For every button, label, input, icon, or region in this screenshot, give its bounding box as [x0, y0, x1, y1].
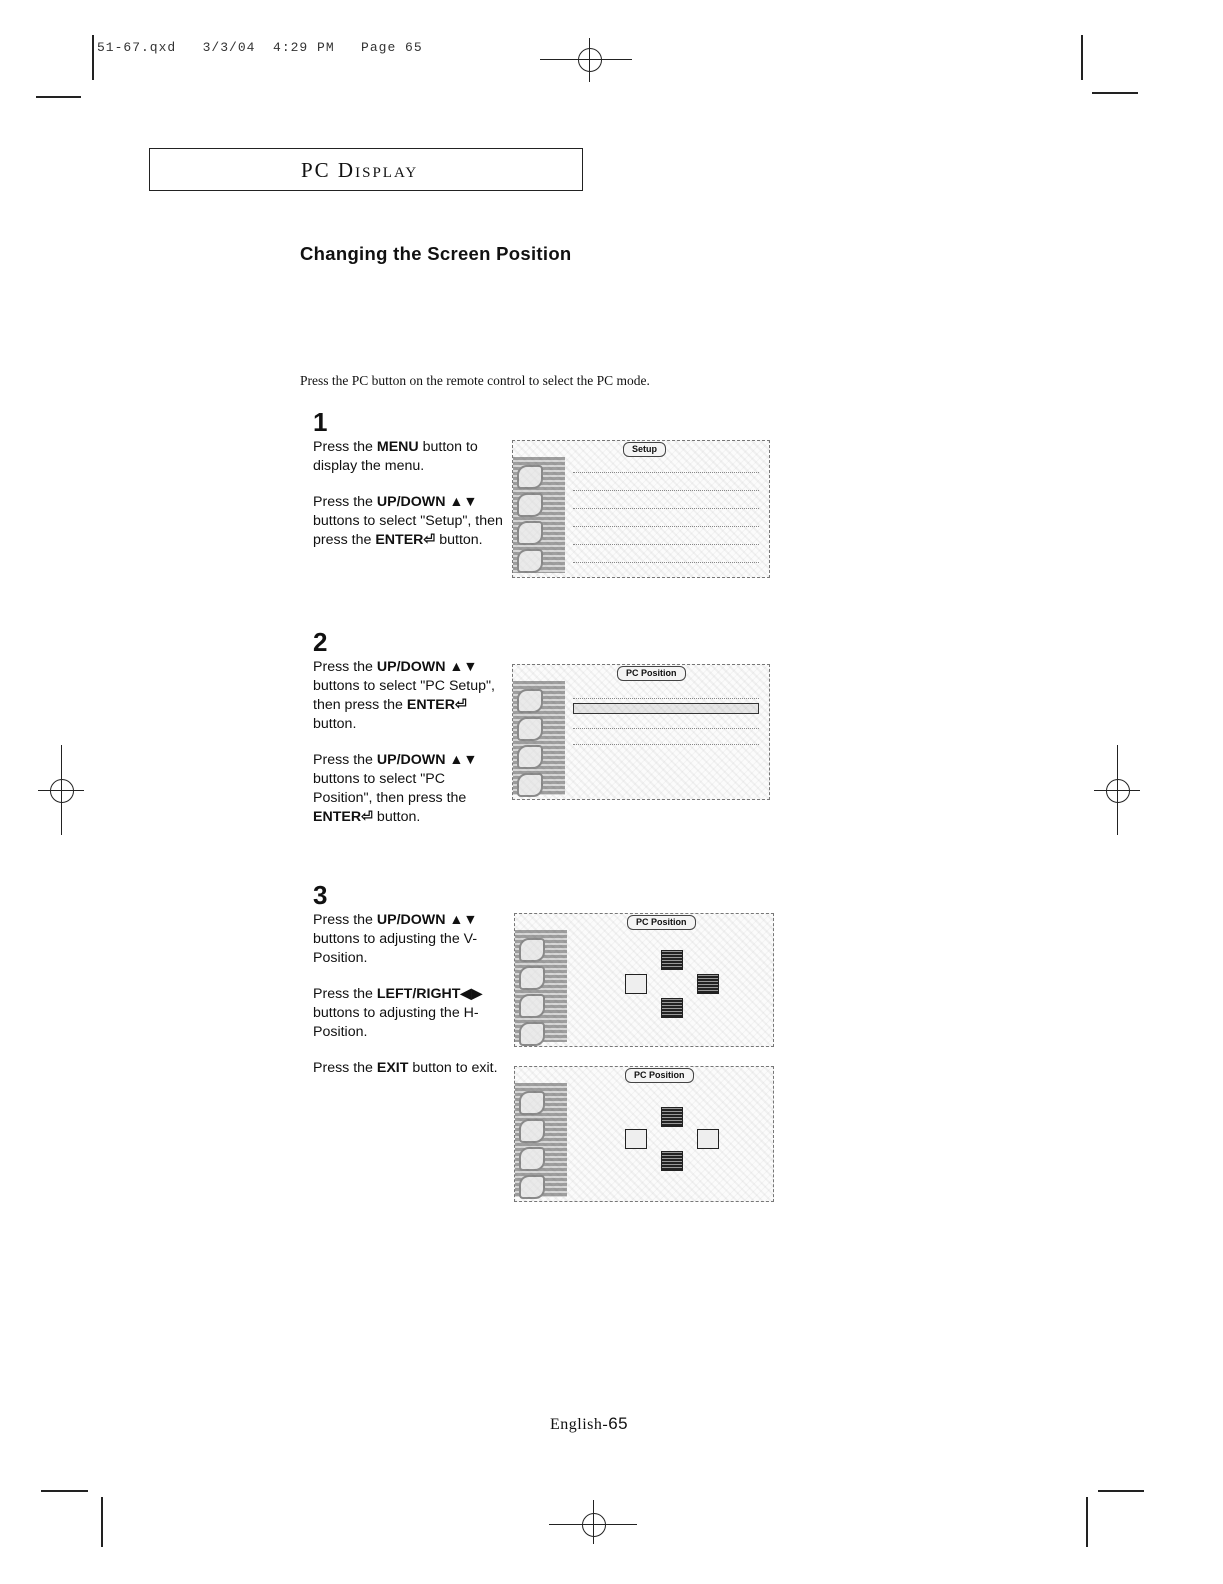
- pad-up: [661, 950, 683, 970]
- osd-screenshot-setup: [512, 440, 770, 578]
- instruction-keyword: UP/DOWN ▲▼: [376, 912, 478, 928]
- instruction-text: buttons to select "PC Position", then press the: [313, 771, 467, 806]
- step-number: 1: [313, 407, 328, 437]
- instruction-keyword: UP/DOWN ▲▼: [376, 494, 478, 510]
- osd-screenshot-pc-setup: [512, 664, 770, 800]
- instruction-text: buttons to adjusting the V-Position.: [313, 931, 478, 966]
- instruction-keyword: ENTER⏎: [313, 809, 373, 825]
- instruction-text: Press the: [313, 986, 377, 1002]
- instruction-keyword: LEFT/RIGHT◀▶: [376, 986, 483, 1002]
- instruction-text: button.: [313, 716, 357, 732]
- instruction-text: Press the: [313, 912, 377, 928]
- osd-sidebar: [515, 1083, 567, 1197]
- instruction-text: button.: [372, 809, 421, 825]
- instruction-text: Press the: [313, 1060, 377, 1076]
- osd-menu-title: PC Position: [617, 666, 686, 681]
- page-heading: Changing the Screen Position: [300, 243, 572, 264]
- instruction-keyword: UP/DOWN ▲▼: [376, 752, 478, 768]
- instruction-paragraph: [313, 658, 503, 734]
- step-instructions: [313, 911, 503, 1078]
- instruction-text: button.: [435, 532, 483, 548]
- instruction-keyword: UP/DOWN ▲▼: [376, 659, 478, 675]
- instruction-paragraph: [313, 438, 503, 476]
- pad-down: [661, 998, 683, 1018]
- instruction-text: Press the: [313, 752, 377, 768]
- instruction-text: buttons to select "PC Setup", then press the: [313, 678, 495, 713]
- step-1: [313, 407, 503, 567]
- osd-sidebar: [513, 457, 565, 573]
- instruction-paragraph: [313, 493, 503, 550]
- instruction-text: Press the: [313, 494, 377, 510]
- pad-down: [661, 1151, 683, 1171]
- instruction-paragraph: [313, 751, 503, 827]
- page-number-value: 65: [608, 1414, 629, 1433]
- step-instructions: [313, 438, 503, 550]
- step-number: 2: [313, 627, 328, 657]
- section-title-box: [149, 148, 583, 191]
- pad-left: [625, 1129, 647, 1149]
- instruction-paragraph: [313, 911, 503, 968]
- step-instructions: [313, 658, 503, 827]
- instruction-text: button to display the menu.: [313, 439, 478, 474]
- instruction-paragraph: [313, 985, 503, 1042]
- osd-menu-title: PC Position: [625, 1068, 694, 1083]
- instruction-text: Press the: [313, 659, 377, 675]
- instruction-keyword: MENU: [376, 439, 419, 455]
- pad-right: [697, 974, 719, 994]
- instruction-keyword: ENTER⏎: [375, 532, 436, 548]
- osd-menu-title: PC Position: [627, 915, 696, 930]
- intro-text: Press the PC button on the remote control to select the PC mode.: [300, 373, 650, 388]
- instruction-keyword: EXIT: [376, 1060, 409, 1076]
- pad-left: [625, 974, 647, 994]
- pad-up: [661, 1107, 683, 1127]
- osd-sidebar: [513, 681, 565, 795]
- instruction-text: button to exit.: [408, 1060, 498, 1076]
- osd-sidebar: [515, 930, 567, 1042]
- instruction-text: Press the: [313, 439, 377, 455]
- section-title: PC Display: [301, 158, 419, 182]
- print-slug: 51-67.qxd 3/3/04 4:29 PM Page 65: [97, 40, 423, 55]
- instruction-text: buttons to adjusting the H-Position.: [313, 1005, 479, 1040]
- step-2: [313, 627, 503, 844]
- osd-screenshot-position-result: [514, 1066, 774, 1202]
- page-number: [550, 1414, 628, 1434]
- osd-screenshot-position-adjust: [514, 913, 774, 1047]
- instruction-paragraph: [313, 1059, 503, 1078]
- step-3: [313, 880, 503, 1095]
- step-number: 3: [313, 880, 328, 910]
- page-label: English-: [550, 1416, 609, 1433]
- osd-menu-title: Setup: [623, 442, 666, 457]
- instruction-text: buttons to select "Setup", then press the: [313, 513, 503, 548]
- pad-right: [697, 1129, 719, 1149]
- instruction-keyword: ENTER⏎: [406, 697, 467, 713]
